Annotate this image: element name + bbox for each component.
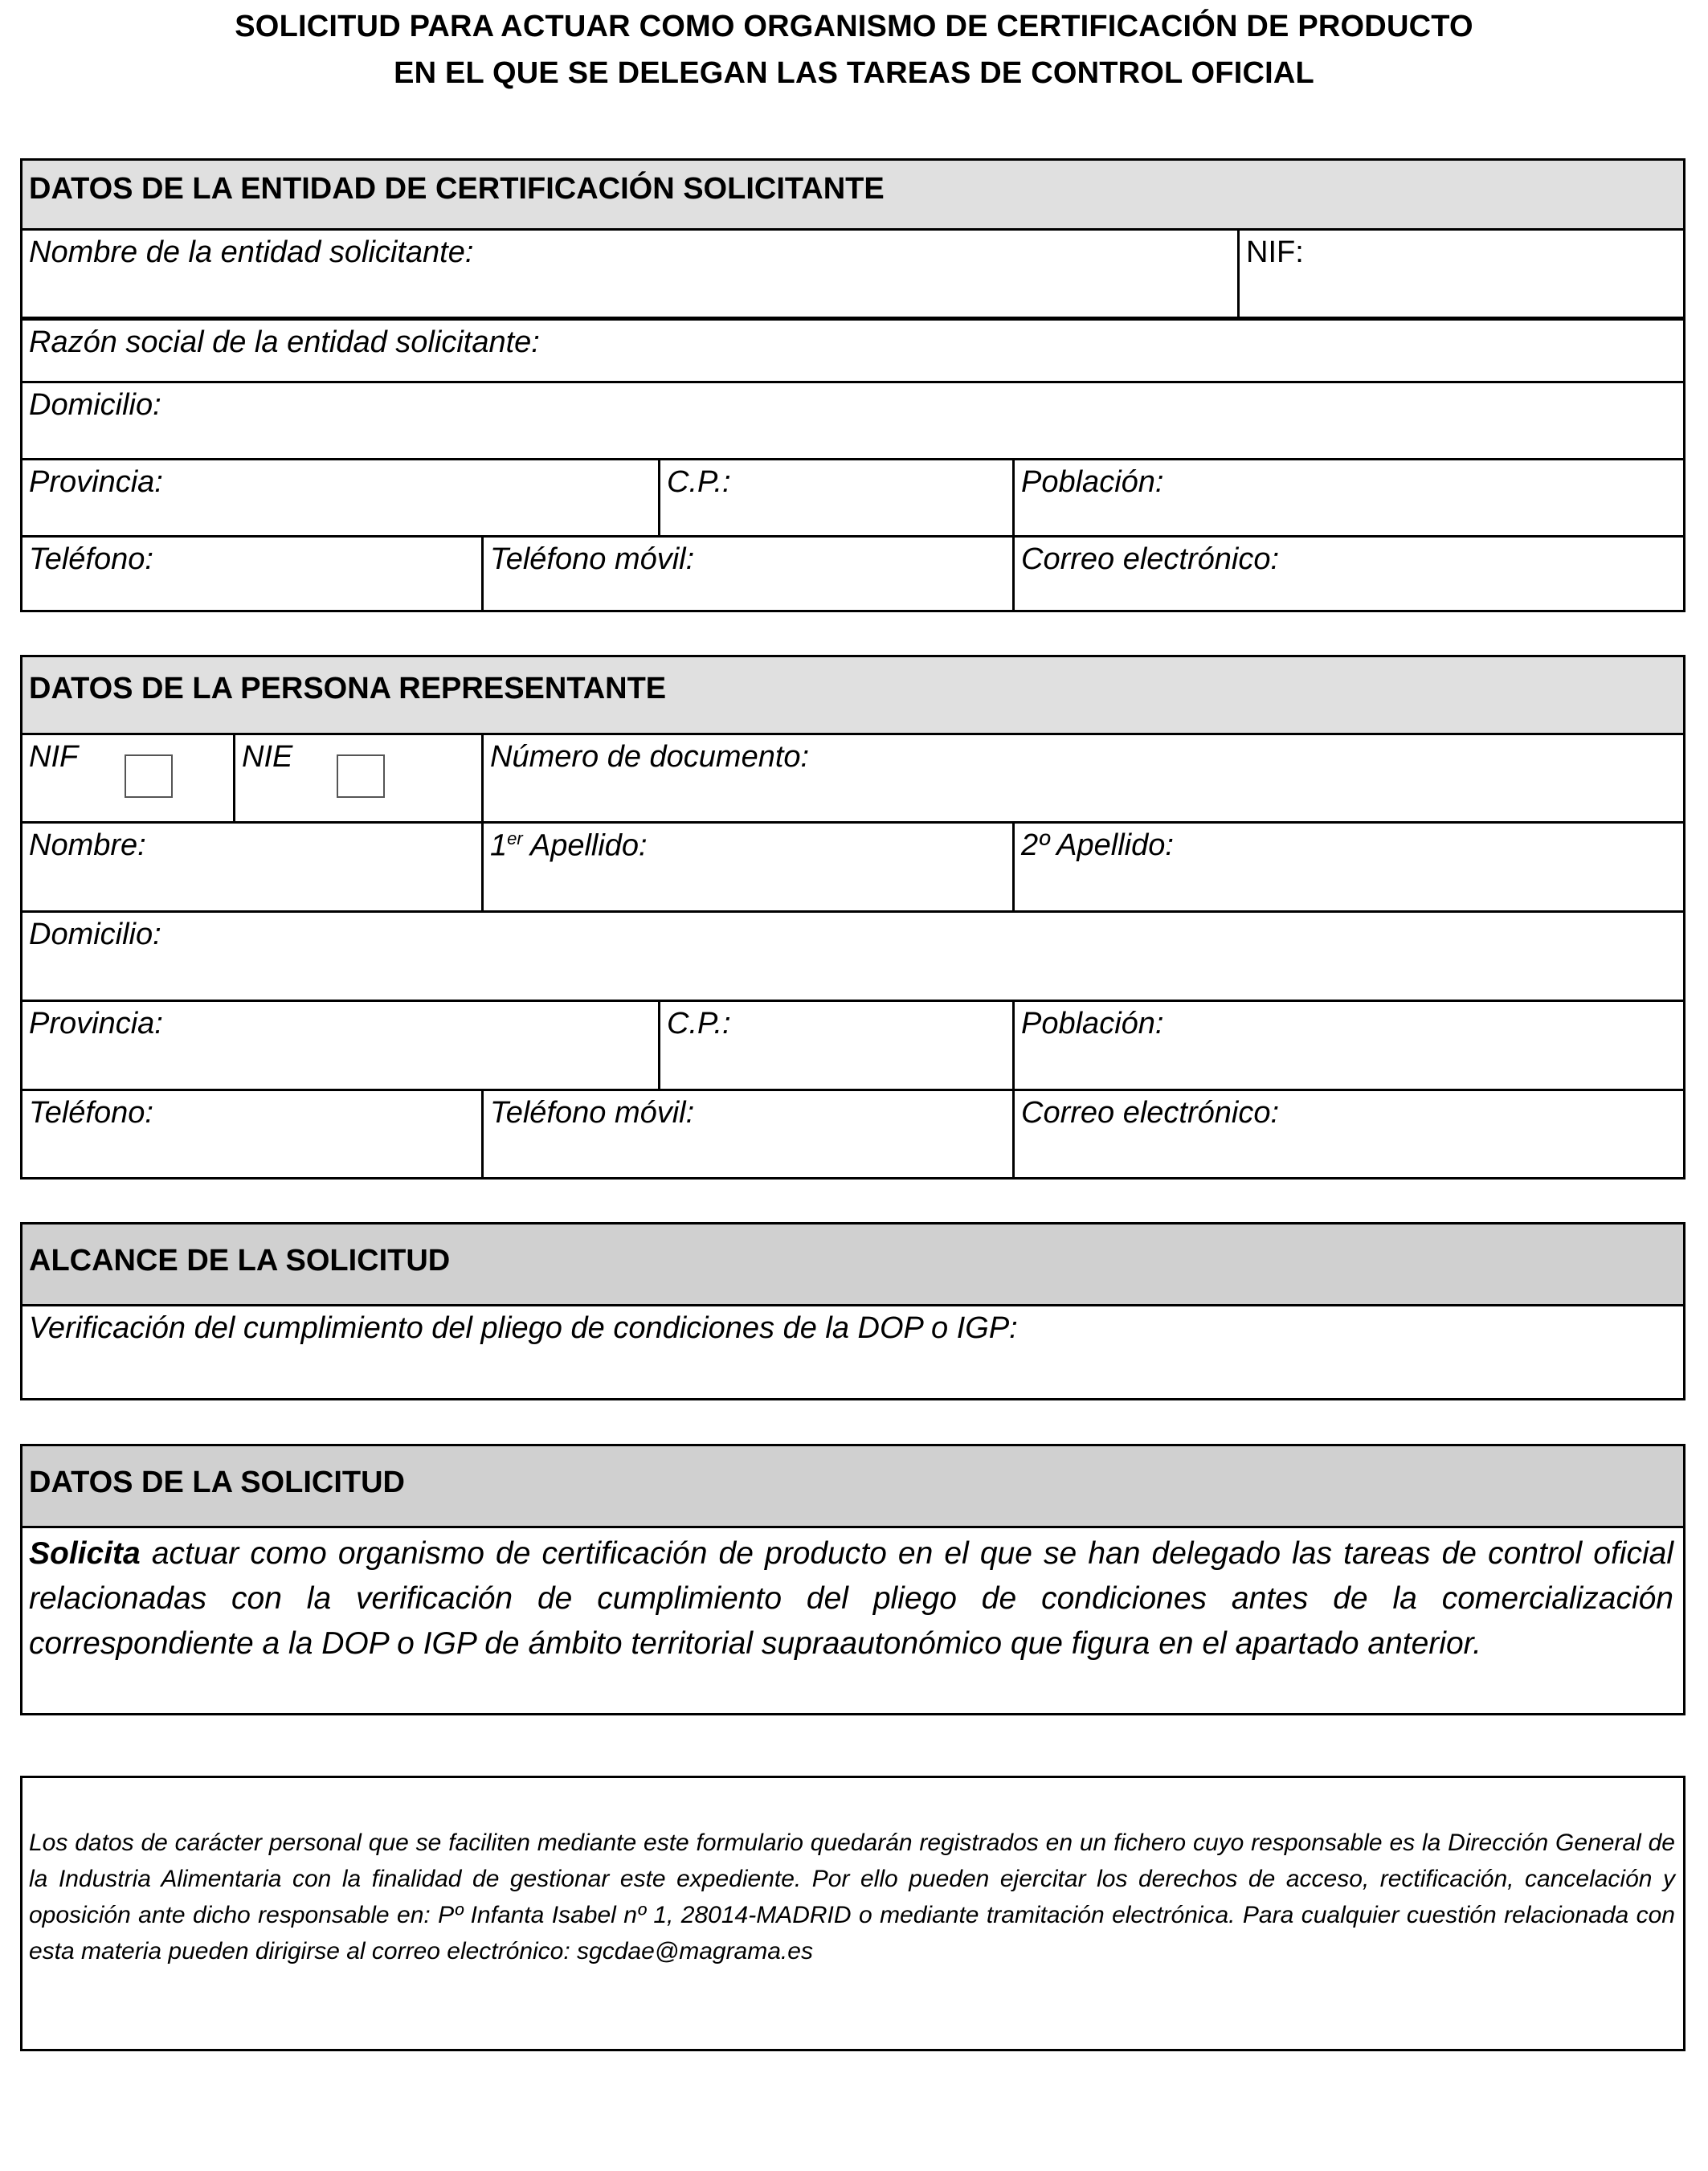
entidad-telefono-field[interactable]	[22, 538, 481, 610]
representante-numero-documento-field[interactable]	[481, 735, 1683, 821]
nie-checkbox[interactable]	[337, 754, 385, 798]
solicitud-bold-word: Solicita	[29, 1536, 141, 1571]
section-header-alcance: ALCANCE DE LA SOLICITUD	[22, 1225, 1683, 1304]
section-entidad	[20, 158, 1686, 612]
section-header-solicitud: DATOS DE LA SOLICITUD	[22, 1446, 1683, 1526]
representante-apellido2-field[interactable]	[1012, 824, 1683, 910]
entidad-telefono-movil-field[interactable]	[481, 538, 1012, 610]
representante-telefono-movil-field[interactable]	[481, 1091, 1012, 1177]
legal-notice-box	[20, 1776, 1686, 2051]
representante-apellido1-label: Apellido:	[522, 828, 648, 863]
entidad-nombre-label: Nombre de la entidad solicitante:	[29, 235, 474, 269]
section-representante	[20, 655, 1686, 1180]
entidad-telefono-label: Teléfono:	[29, 542, 153, 576]
representante-provincia-label: Provincia:	[29, 1007, 163, 1041]
entidad-correo-field[interactable]	[1012, 538, 1683, 610]
entidad-correo-label: Correo electrónico:	[1021, 542, 1280, 576]
section-alcance	[20, 1222, 1686, 1400]
representante-telefono-movil-label: Teléfono móvil:	[490, 1096, 695, 1130]
legal-notice-text: Los datos de carácter personal que se faciliten mediante este formulario quedarán registrados en un fichero cuyo responsable es la Dirección General de la Industria Alimentaria con la finalidad de gestionar este expediente. Por ello pueden ejercitar los derechos de acceso, rectificación, cancelación y oposición ante dicho responsable en: Pº Infanta Isabel nº 1, 28014-MADRID o mediante tramitación electrónica. Para cualquier cuestión relacionada con esta materia pueden dirigirse al correo electrónico: sgcdae@magrama.es	[29, 1830, 1675, 1965]
representante-apellido2-label: 2º Apellido:	[1021, 828, 1174, 862]
representante-cp-field[interactable]	[658, 1002, 1012, 1089]
representante-correo-field[interactable]	[1012, 1091, 1683, 1177]
form-title-line-2: EN EL QUE SE DELEGAN LAS TAREAS DE CONTROL OFICIAL	[394, 56, 1314, 90]
representante-telefono-label: Teléfono:	[29, 1096, 153, 1130]
nif-checkbox[interactable]	[125, 754, 173, 798]
entidad-domicilio-label: Domicilio:	[29, 388, 161, 422]
representante-poblacion-label: Población:	[1021, 1007, 1164, 1041]
entidad-poblacion-label: Población:	[1021, 465, 1164, 499]
alcance-verificacion-field[interactable]	[22, 1306, 1683, 1398]
entidad-cp-label: C.P.:	[667, 465, 731, 499]
section-solicitud	[20, 1444, 1686, 1715]
representante-nie-label: NIE	[242, 740, 293, 774]
representante-correo-label: Correo electrónico:	[1021, 1096, 1280, 1130]
representante-poblacion-field[interactable]	[1012, 1002, 1683, 1089]
representante-nie-option	[233, 735, 481, 821]
representante-telefono-field[interactable]	[22, 1091, 481, 1177]
representante-nombre-label: Nombre:	[29, 828, 146, 862]
representante-numero-documento-label: Número de documento:	[490, 740, 810, 774]
solicitud-paragraph	[29, 1531, 1673, 1666]
alcance-verificacion-label: Verificación del cumplimiento del pliego de condiciones de la DOP o IGP:	[29, 1311, 1018, 1345]
entidad-nombre-field[interactable]	[22, 231, 1237, 317]
section-header-entidad: DATOS DE LA ENTIDAD DE CERTIFICACIÓN SOLICITANTE	[22, 161, 1683, 228]
entidad-nif-field[interactable]	[1237, 231, 1683, 317]
representante-apellido1-field[interactable]	[481, 824, 1012, 910]
representante-cp-label: C.P.:	[667, 1007, 731, 1041]
representante-apellido1-number: 1	[490, 828, 508, 863]
entidad-nif-label: NIF:	[1246, 235, 1304, 269]
representante-nombre-field[interactable]	[22, 824, 481, 910]
representante-nif-label: NIF	[29, 740, 79, 774]
representante-domicilio-field[interactable]	[22, 913, 1683, 1000]
representante-apellido1-ordinal: er	[507, 828, 523, 848]
entidad-poblacion-field[interactable]	[1012, 460, 1683, 535]
entidad-provincia-label: Provincia:	[29, 465, 163, 499]
entidad-cp-field[interactable]	[658, 460, 1012, 535]
form-title-line-1: SOLICITUD PARA ACTUAR COMO ORGANISMO DE CERTIFICACIÓN DE PRODUCTO	[235, 10, 1473, 43]
representante-domicilio-label: Domicilio:	[29, 918, 161, 951]
representante-nif-option	[22, 735, 233, 821]
entidad-razon-social-field[interactable]	[22, 321, 1683, 381]
entidad-domicilio-field[interactable]	[22, 383, 1683, 458]
representante-provincia-field[interactable]	[22, 1002, 658, 1089]
solicitud-text: actuar como organismo de certificación de producto en el que se han delegado las tareas de control oficial relacionadas con la verificación de cumplimiento del pliego de condiciones antes de la comercialización correspondiente a la DOP o IGP de ámbito territorial supraautonómico que figura en el apartado anterior.	[29, 1536, 1673, 1661]
entidad-razon-social-label: Razón social de la entidad solicitante:	[29, 325, 540, 359]
entidad-telefono-movil-label: Teléfono móvil:	[490, 542, 695, 576]
section-header-representante: DATOS DE LA PERSONA REPRESENTANTE	[22, 657, 1683, 733]
entidad-provincia-field[interactable]	[22, 460, 658, 535]
